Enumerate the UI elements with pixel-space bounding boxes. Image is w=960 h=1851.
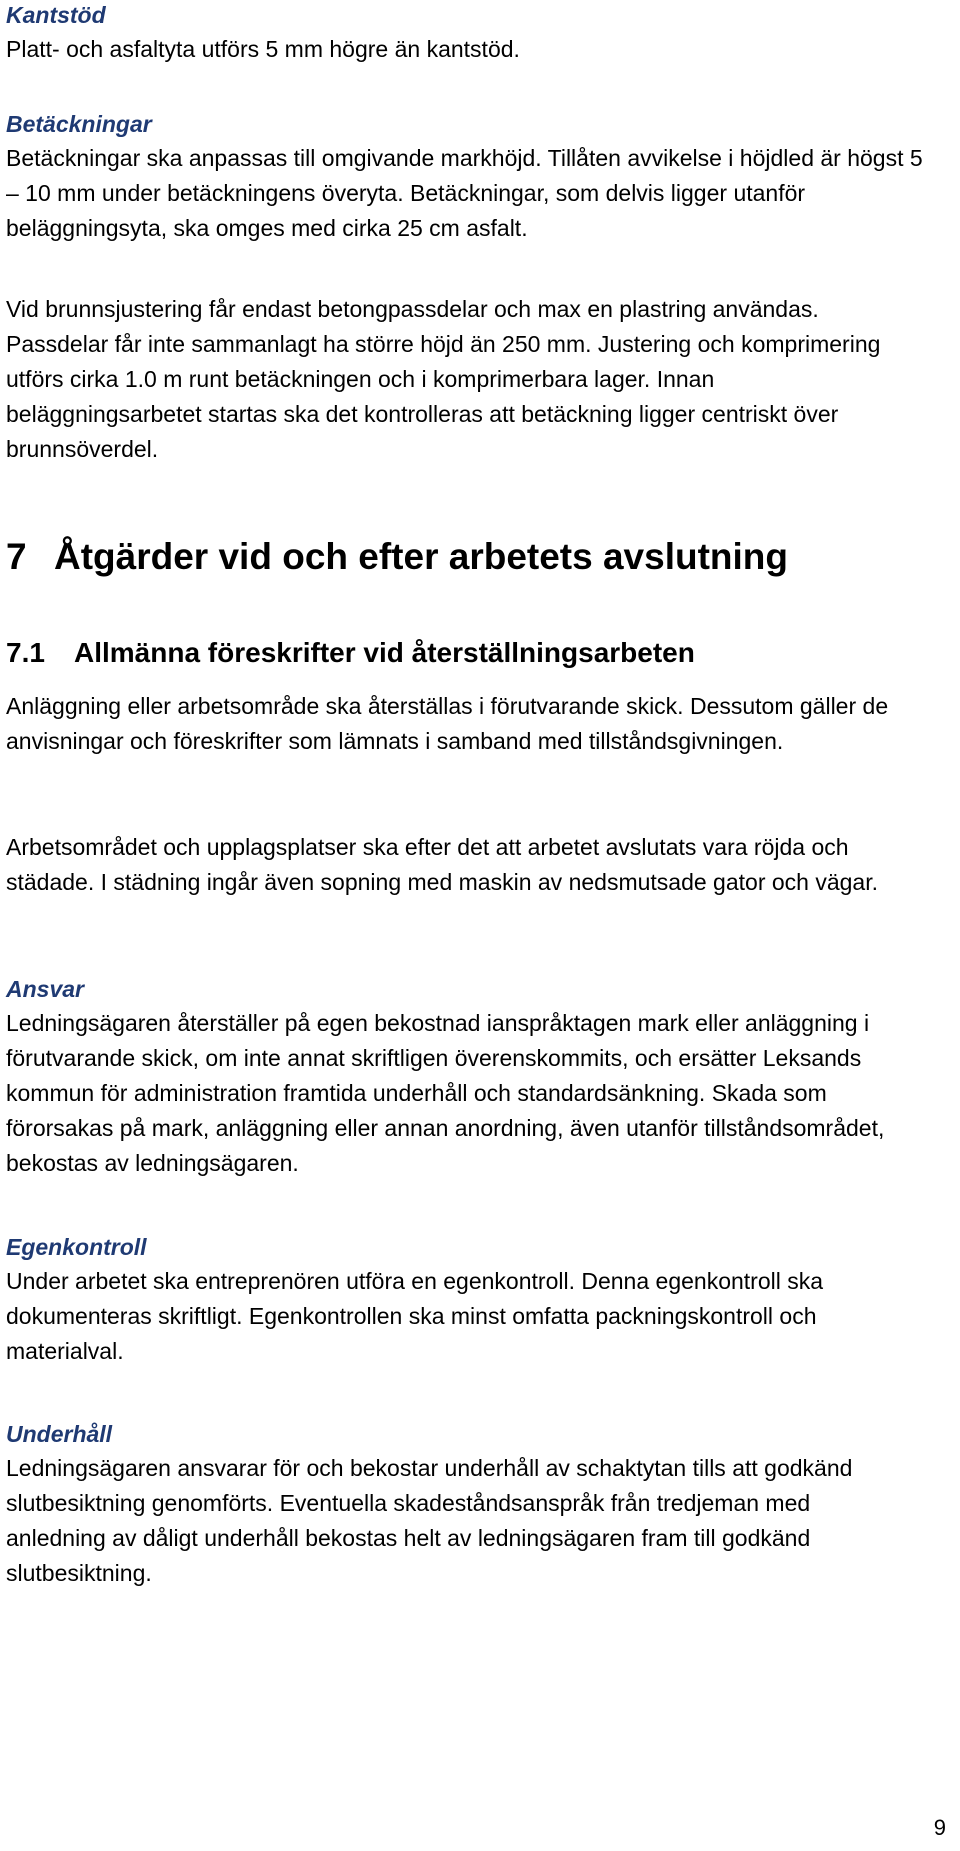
section-7-1-body-2: [6, 830, 946, 900]
chapter-number: 7: [6, 536, 27, 577]
section-brunnsjustering: [6, 292, 946, 467]
paragraph-egenkontroll: Under arbetet ska entreprenören utföra en egenkontroll. Denna egenkontroll ska dokumenteras skriftligt. Egenkontrollen ska minst omfatta packningskontroll och materialval.: [6, 1268, 824, 1364]
paragraph-7-1-1: Anläggning eller arbetsområde ska återställas i förutvarande skick. Dessutom gäller de anvisningar och föreskrifter som lämnats i samband med tillståndsgivningen.: [6, 693, 889, 754]
subheading-ansvar: Ansvar: [6, 976, 84, 1002]
section-7-1-body: [6, 689, 946, 759]
section-7-1: [6, 634, 946, 672]
section-underhall: [6, 1417, 946, 1591]
section-ansvar: [6, 972, 946, 1181]
section-kantstod: [6, 0, 946, 67]
paragraph-betackningar-2: Vid brunnsjustering får endast betongpassdelar och max en plastring användas. Passdelar får inte sammanlagt ha större höjd än 250 mm. Justering och komprimering utförs cirka 1.0 m runt betäckningen och i komprimerbara lager. Innan beläggningsarbetet startas ska det kontrolleras att betäckning ligger centriskt över brunnsöverdel.: [6, 296, 881, 462]
section-betackningar: [6, 107, 946, 246]
subheading-betackningar: Betäckningar: [6, 111, 152, 137]
paragraph-kantstod: Platt- och asfaltyta utförs 5 mm högre än kantstöd.: [6, 36, 520, 62]
subheading-underhall: Underhåll: [6, 1421, 113, 1447]
chapter-heading: [6, 534, 946, 580]
section-title: Allmänna föreskrifter vid återställningsarbeten: [74, 637, 695, 668]
section-number: 7.1: [6, 637, 45, 668]
paragraph-underhall: Ledningsägaren ansvarar för och bekostar underhåll av schaktytan tills att godkänd slutbesiktning genomförts. Eventuella skadeståndsanspråk från tredjeman med anledning av dåligt underhåll bekostas helt av ledningsägaren fram till godkänd slutbesiktning.: [6, 1455, 853, 1586]
paragraph-betackningar-1: Betäckningar ska anpassas till omgivande markhöjd. Tillåten avvikelse i höjdled är högst 5 – 10 mm under betäckningens överyta. Betäckningar, som delvis ligger utanför beläggningsyta, ska omges med cirka 25 cm asfalt.: [6, 145, 923, 241]
paragraph-ansvar: Ledningsägaren återställer på egen bekostnad ianspråktagen mark eller anläggning i förutvarande skick, om inte annat skriftligen överenskommits, och ersätter Leksands kommun för administration framtida underhåll och standardsänkning. Skada som förorsakas på mark, anläggning eller annan anordning, även utanför tillståndsområdet, bekostas av ledningsägaren.: [6, 1010, 885, 1176]
section-egenkontroll: [6, 1230, 946, 1369]
paragraph-7-1-2: Arbetsområdet och upplagsplatser ska efter det att arbetet avslutats vara röjda och städade. I städning ingår även sopning med maskin av nedsmutsade gator och vägar.: [6, 834, 878, 895]
page-number: 9: [933, 1815, 946, 1840]
subheading-kantstod: Kantstöd: [6, 2, 106, 28]
chapter-title: Åtgärder vid och efter arbetets avslutning: [54, 536, 789, 577]
subheading-egenkontroll: Egenkontroll: [6, 1234, 147, 1260]
